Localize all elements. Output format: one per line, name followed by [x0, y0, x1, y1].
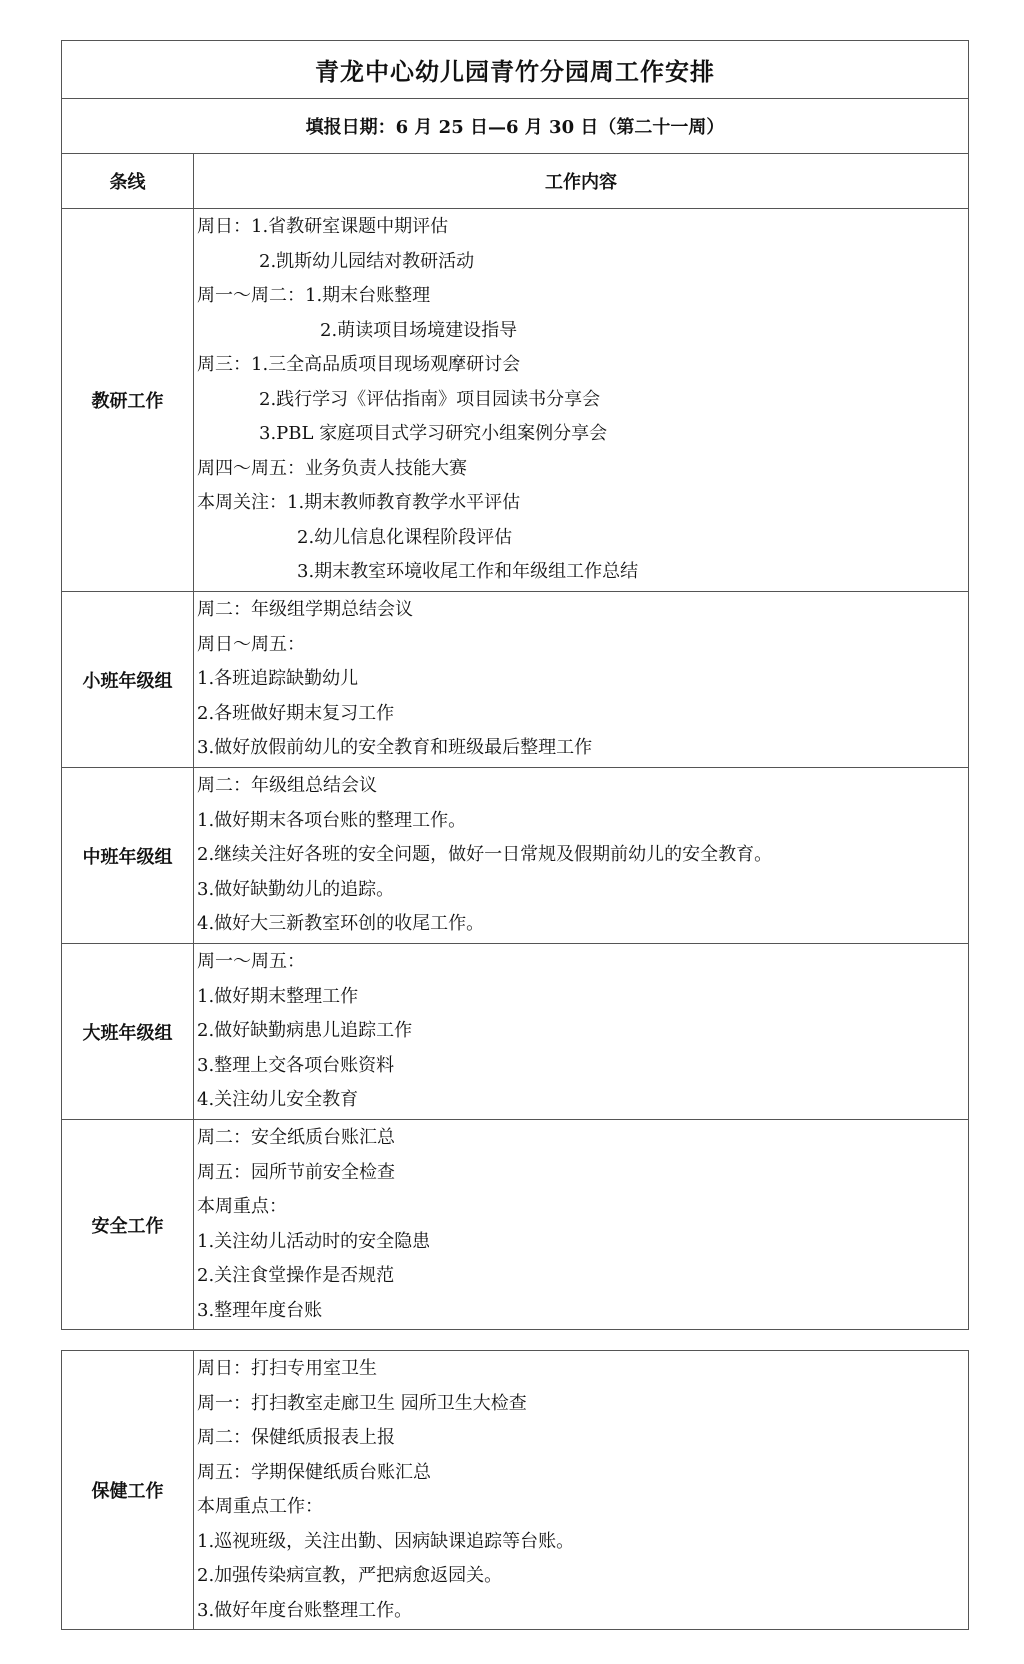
list-item: 周日：打扫专用室卫生: [197, 1358, 377, 1379]
health-work-table: [61, 1350, 969, 1630]
content-health: [194, 1351, 969, 1630]
table-row: [62, 1351, 969, 1630]
list-item: 4.关注幼儿安全教育: [197, 1089, 359, 1111]
list-item: 3.做好缺勤幼儿的追踪。: [197, 878, 395, 900]
list-item: 3.整理上交各项台账资料: [197, 1054, 395, 1076]
list-item: 1.各班追踪缺勤幼儿: [197, 668, 359, 690]
table-row: [62, 209, 969, 592]
list-item: 1.关注幼儿活动时的安全隐患: [197, 1230, 431, 1252]
report-date: 填报日期：6 月 25 日—6 月 30 日（第二十一周）: [62, 99, 969, 154]
list-item: 周一～周五：: [197, 951, 305, 973]
category-health: 保健工作: [62, 1351, 194, 1630]
list-item: 2.幼儿信息化课程阶段评估: [297, 526, 513, 548]
title-row: [62, 41, 969, 99]
list-item: 4.做好大三新教室环创的收尾工作。: [197, 913, 485, 935]
list-item: 1.做好期末整理工作: [197, 985, 359, 1007]
category-header: 条线: [62, 154, 194, 209]
list-item: 2.践行学习《评估指南》项目园读书分享会: [259, 388, 601, 410]
list-item: 周一～周二：1.期末台账整理: [197, 285, 431, 307]
list-item: 本周重点工作：: [197, 1496, 323, 1517]
list-item: 2.凯斯幼儿园结对教研活动: [259, 250, 475, 272]
list-item: 1.巡视班级，关注出勤、因病缺课追踪等台账。: [197, 1530, 575, 1552]
list-item: 周日～周五：: [197, 633, 305, 655]
table-row: [62, 768, 969, 944]
list-item: 2.继续关注好各班的安全问题，做好一日常规及假期前幼儿的安全教育。: [197, 844, 773, 866]
category-safety: 安全工作: [62, 1120, 194, 1330]
category-research: 教研工作: [62, 209, 194, 592]
table-row: [62, 592, 969, 768]
content-header: 工作内容: [194, 154, 969, 209]
list-item: 周三：1.三全高品质项目现场观摩研讨会: [197, 354, 521, 376]
list-item: 周二：保健纸质报表上报: [197, 1427, 395, 1448]
list-item: 3.做好年度台账整理工作。: [197, 1599, 413, 1621]
list-item: 3.期末教室环境收尾工作和年级组工作总结: [297, 561, 639, 583]
header-row: [62, 154, 969, 209]
content-small-class: [194, 592, 969, 768]
weekly-schedule-table: [61, 40, 969, 1330]
list-item: 周五：学期保健纸质台账汇总: [197, 1461, 431, 1483]
list-item: 周二：年级组总结会议: [197, 775, 377, 797]
content-safety: [194, 1120, 969, 1330]
category-small-class: 小班年级组: [62, 592, 194, 768]
list-item: 3.PBL 家庭项目式学习研究小组案例分享会: [259, 423, 608, 445]
list-item: 2.做好缺勤病患儿追踪工作: [197, 1020, 413, 1042]
table-row: [62, 944, 969, 1120]
list-item: 周四～周五：业务负责人技能大赛: [197, 457, 467, 479]
list-item: 2.萌读项目场境建设指导: [320, 319, 518, 341]
list-item: 周一：打扫教室走廊卫生 园所卫生大检查: [197, 1392, 527, 1414]
list-item: 周二：安全纸质台账汇总: [197, 1127, 395, 1148]
category-middle-class: 中班年级组: [62, 768, 194, 944]
content-research: [194, 209, 969, 592]
list-item: 2.关注食堂操作是否规范: [197, 1265, 395, 1286]
list-item: 3.做好放假前幼儿的安全教育和班级最后整理工作: [197, 737, 593, 759]
list-item: 周二：年级组学期总结会议: [197, 599, 413, 621]
date-row: [62, 99, 969, 154]
list-item: 周五：园所节前安全检查: [197, 1161, 395, 1183]
list-item: 1.做好期末各项台账的整理工作。: [197, 809, 467, 831]
list-item: 周日：1.省教研室课题中期评估: [197, 216, 449, 238]
list-item: 本周重点：: [197, 1196, 287, 1217]
content-large-class: [194, 944, 969, 1120]
list-item: 2.加强传染病宣教，严把病愈返园关。: [197, 1565, 503, 1586]
list-item: 本周关注：1.期末教师教育教学水平评估: [197, 492, 521, 514]
list-item: 2.各班做好期末复习工作: [197, 702, 395, 724]
content-middle-class: [194, 768, 969, 944]
category-large-class: 大班年级组: [62, 944, 194, 1120]
table-row: [62, 1120, 969, 1330]
list-item: 3.整理年度台账: [197, 1299, 323, 1321]
page-title: 青龙中心幼儿园青竹分园周工作安排: [62, 41, 969, 99]
